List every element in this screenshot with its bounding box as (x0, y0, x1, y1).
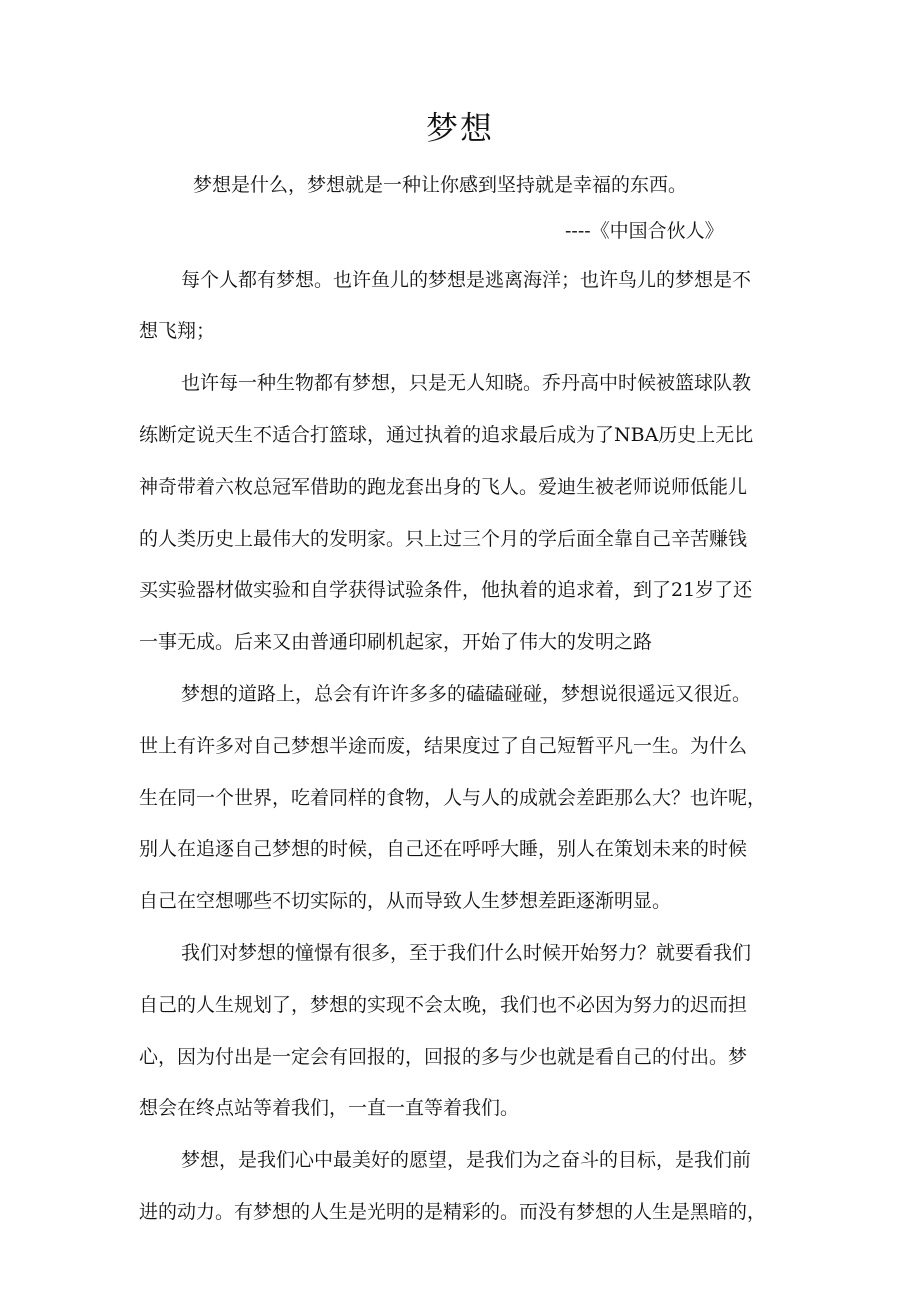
text-line: 一事无成。后来又由普通印刷机起家，开始了伟大的发明之路 (139, 631, 653, 653)
text-line: 自己的人生规划了，梦想的实现不会太晚，我们也不必因为努力的迟而担 (139, 994, 748, 1016)
text-line: 我们对梦想的憧憬有很多，至于我们什么时候开始努力？就要看我们 (181, 942, 752, 964)
text-line: 练断定说天生不适合打篮球，通过执着的追求最后成为了NBA历史上无比 (139, 424, 754, 446)
text-line: 梦想的道路上，总会有许许多多的磕磕碰碰，梦想说很遥远又很近。 (181, 683, 752, 705)
text-line: 自己在空想哪些不切实际的，从而导致人生梦想差距逐渐明显。 (139, 890, 672, 912)
text-line: 别人在追逐自己梦想的时候，自己还在呼呼大睡，别人在策划未来的时候 (139, 838, 748, 860)
text-line: 买实验器材做实验和自学获得试验条件，他执着的追求着，到了21岁了还 (139, 579, 753, 601)
text-line: 想会在终点站等着我们，一直一直等着我们。 (139, 1097, 520, 1119)
text-line: 心，因为付出是一定会有回报的，回报的多与少也就是看自己的付出。梦 (139, 1046, 748, 1068)
text-line: 梦想，是我们心中最美好的愿望，是我们为之奋斗的目标，是我们前 (181, 1149, 752, 1171)
epigraph-quote: 梦想是什么，梦想就是一种让你感到坚持就是幸福的东西。 (193, 174, 688, 196)
text-line: 想飞翔； (139, 320, 216, 342)
document-title: 梦想 (425, 109, 494, 147)
text-line: 世上有许多对自己梦想半途而废，结果度过了自己短暂平凡一生。为什么 (139, 735, 748, 757)
text-line: 进的动力。有梦想的人生是光明的是精彩的。而没有梦想的人生是黑暗的， (139, 1201, 767, 1223)
text-line: 生在同一个世界，吃着同样的食物，人与人的成就会差距那么大？也许呢， (139, 787, 767, 809)
text-line: 的人类历史上最伟大的发明家。只上过三个月的学后面全靠自己辛苦赚钱 (139, 528, 748, 550)
text-line: 也许每一种生物都有梦想，只是无人知晓。乔丹高中时候被篮球队教 (181, 372, 752, 394)
text-line: 每个人都有梦想。也许鱼儿的梦想是逃离海洋；也许鸟儿的梦想是不 (181, 269, 752, 291)
epigraph-attribution: ----《中国合伙人》 (565, 220, 724, 242)
text-line: 神奇带着六枚总冠军借助的跑龙套出身的飞人。爱迪生被老师说师低能儿 (139, 476, 748, 498)
